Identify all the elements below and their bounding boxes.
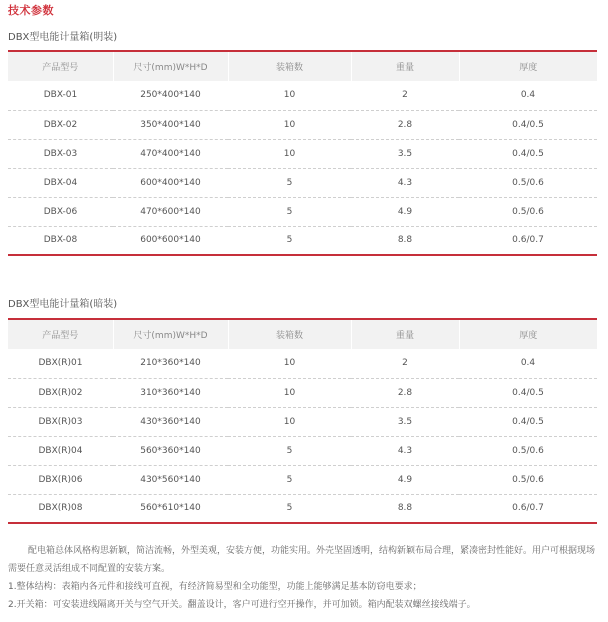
cell-thickness: 0.5/0.6	[512, 474, 544, 485]
column-header-model: 产品型号	[42, 63, 79, 73]
cell-model: DBX(R)03	[38, 416, 83, 427]
cell-weight: 8.8	[397, 235, 413, 246]
cell-pack-qty: 10	[283, 119, 296, 130]
cell-pack-qty: 5	[286, 445, 293, 456]
table-row	[8, 197, 597, 226]
description-intro: 配电箱总体风格构思新颖，简洁流畅，外型美观，安装方便，功能实用。外壳坚固透明，结构新颖布局合理，紧凑密封性能好。用户可根据现场需要任意灵活组成不同配置的安装方案。	[8, 546, 596, 574]
table-row	[8, 436, 597, 465]
table-row	[8, 81, 597, 110]
cell-model: DBX-03	[43, 148, 78, 159]
cell-thickness: 0.4	[520, 90, 536, 101]
cell-thickness: 0.4	[520, 358, 536, 369]
cell-size: 430*560*140	[140, 474, 201, 485]
cell-pack-qty: 5	[286, 503, 293, 514]
cell-model: DBX-04	[43, 177, 78, 188]
description-item-2: 2.开关箱：可安装进线隔离开关与空气开关。翻盖设计，客户可进行空开操作，并可加锁。箱内配装双螺丝接线端子。	[8, 600, 476, 610]
cell-weight: 3.5	[397, 416, 413, 427]
cell-weight: 4.3	[397, 177, 413, 188]
cell-pack-qty: 5	[286, 177, 293, 188]
cell-model: DBX-08	[43, 235, 78, 246]
cell-weight: 3.5	[397, 148, 413, 159]
cell-thickness: 0.5/0.6	[512, 177, 544, 188]
cell-model: DBX(R)08	[38, 503, 83, 514]
cell-pack-qty: 10	[283, 387, 296, 398]
cell-thickness: 0.5/0.6	[512, 206, 544, 217]
table-row	[8, 494, 597, 523]
table-header-row	[8, 319, 597, 349]
cell-thickness: 0.5/0.6	[512, 445, 544, 456]
cell-size: 470*400*140	[140, 148, 201, 159]
page-heading: 技术参数	[8, 4, 54, 17]
column-header-weight: 重量	[351, 51, 459, 81]
cell-pack-qty: 10	[283, 90, 296, 101]
cell-weight: 2	[402, 358, 408, 369]
cell-model: DBX-02	[43, 119, 78, 130]
table-row	[8, 226, 597, 255]
column-header-thickness: 厚度	[459, 319, 597, 349]
table-row	[8, 139, 597, 168]
table-row	[8, 168, 597, 197]
cell-size: 210*360*140	[140, 358, 201, 369]
cell-weight: 4.9	[397, 474, 413, 485]
table2-title: DBX型电能计量箱(暗装)	[8, 299, 118, 310]
cell-thickness: 0.4/0.5	[512, 119, 544, 130]
column-header-model: 产品型号	[42, 331, 79, 341]
cell-size: 470*600*140	[140, 206, 201, 217]
cell-pack-qty: 10	[283, 148, 296, 159]
cell-size: 250*400*140	[140, 90, 201, 101]
column-header-pack-qty: 装箱数	[228, 319, 351, 349]
cell-weight: 4.3	[397, 445, 413, 456]
table-header-row	[8, 51, 597, 81]
cell-model: DBX-06	[43, 206, 78, 217]
column-header-weight: 重量	[351, 319, 459, 349]
column-header-size: 尺寸(mm)W*H*D	[113, 51, 228, 81]
table-row	[8, 465, 597, 494]
cell-model: DBX(R)04	[38, 445, 83, 456]
cell-weight: 4.9	[397, 206, 413, 217]
cell-model: DBX-01	[43, 90, 78, 101]
cell-weight: 8.8	[397, 503, 413, 514]
cell-weight: 2	[402, 90, 408, 101]
cell-size: 430*360*140	[140, 416, 201, 427]
cell-pack-qty: 5	[286, 206, 293, 217]
cell-model: DBX(R)06	[38, 474, 83, 485]
cell-size: 560*360*140	[140, 445, 201, 456]
column-header-size: 尺寸(mm)W*H*D	[113, 319, 228, 349]
table-row	[8, 110, 597, 139]
column-header-pack-qty: 装箱数	[228, 51, 351, 81]
description-item-1: 1.整体结构：表箱内各元件和接线可直视，有经济简易型和全功能型，功能上能够满足基本防窃电要求；	[8, 582, 422, 592]
column-header-thickness: 厚度	[459, 51, 597, 81]
cell-pack-qty: 10	[283, 416, 296, 427]
cell-size: 350*400*140	[140, 119, 201, 130]
cell-size: 560*610*140	[140, 503, 201, 514]
cell-thickness: 0.4/0.5	[512, 387, 544, 398]
cell-thickness: 0.4/0.5	[512, 148, 544, 159]
cell-pack-qty: 10	[283, 358, 296, 369]
cell-thickness: 0.6/0.7	[512, 235, 544, 246]
cell-size: 600*600*140	[140, 235, 201, 246]
cell-weight: 2.8	[397, 387, 413, 398]
cell-thickness: 0.4/0.5	[512, 416, 544, 427]
cell-pack-qty: 5	[286, 474, 293, 485]
table-row	[8, 378, 597, 407]
table-row	[8, 407, 597, 436]
concealed-spec-table	[8, 318, 597, 524]
table1-title: DBX型电能计量箱(明装)	[8, 32, 118, 43]
cell-model: DBX(R)01	[38, 358, 83, 369]
cell-thickness: 0.6/0.7	[512, 503, 544, 514]
cell-model: DBX(R)02	[38, 387, 83, 398]
cell-size: 310*360*140	[140, 387, 201, 398]
cell-pack-qty: 5	[286, 235, 293, 246]
table-row	[8, 349, 597, 378]
surface-mounted-spec-table	[8, 50, 597, 256]
cell-size: 600*400*140	[140, 177, 201, 188]
cell-weight: 2.8	[397, 119, 413, 130]
